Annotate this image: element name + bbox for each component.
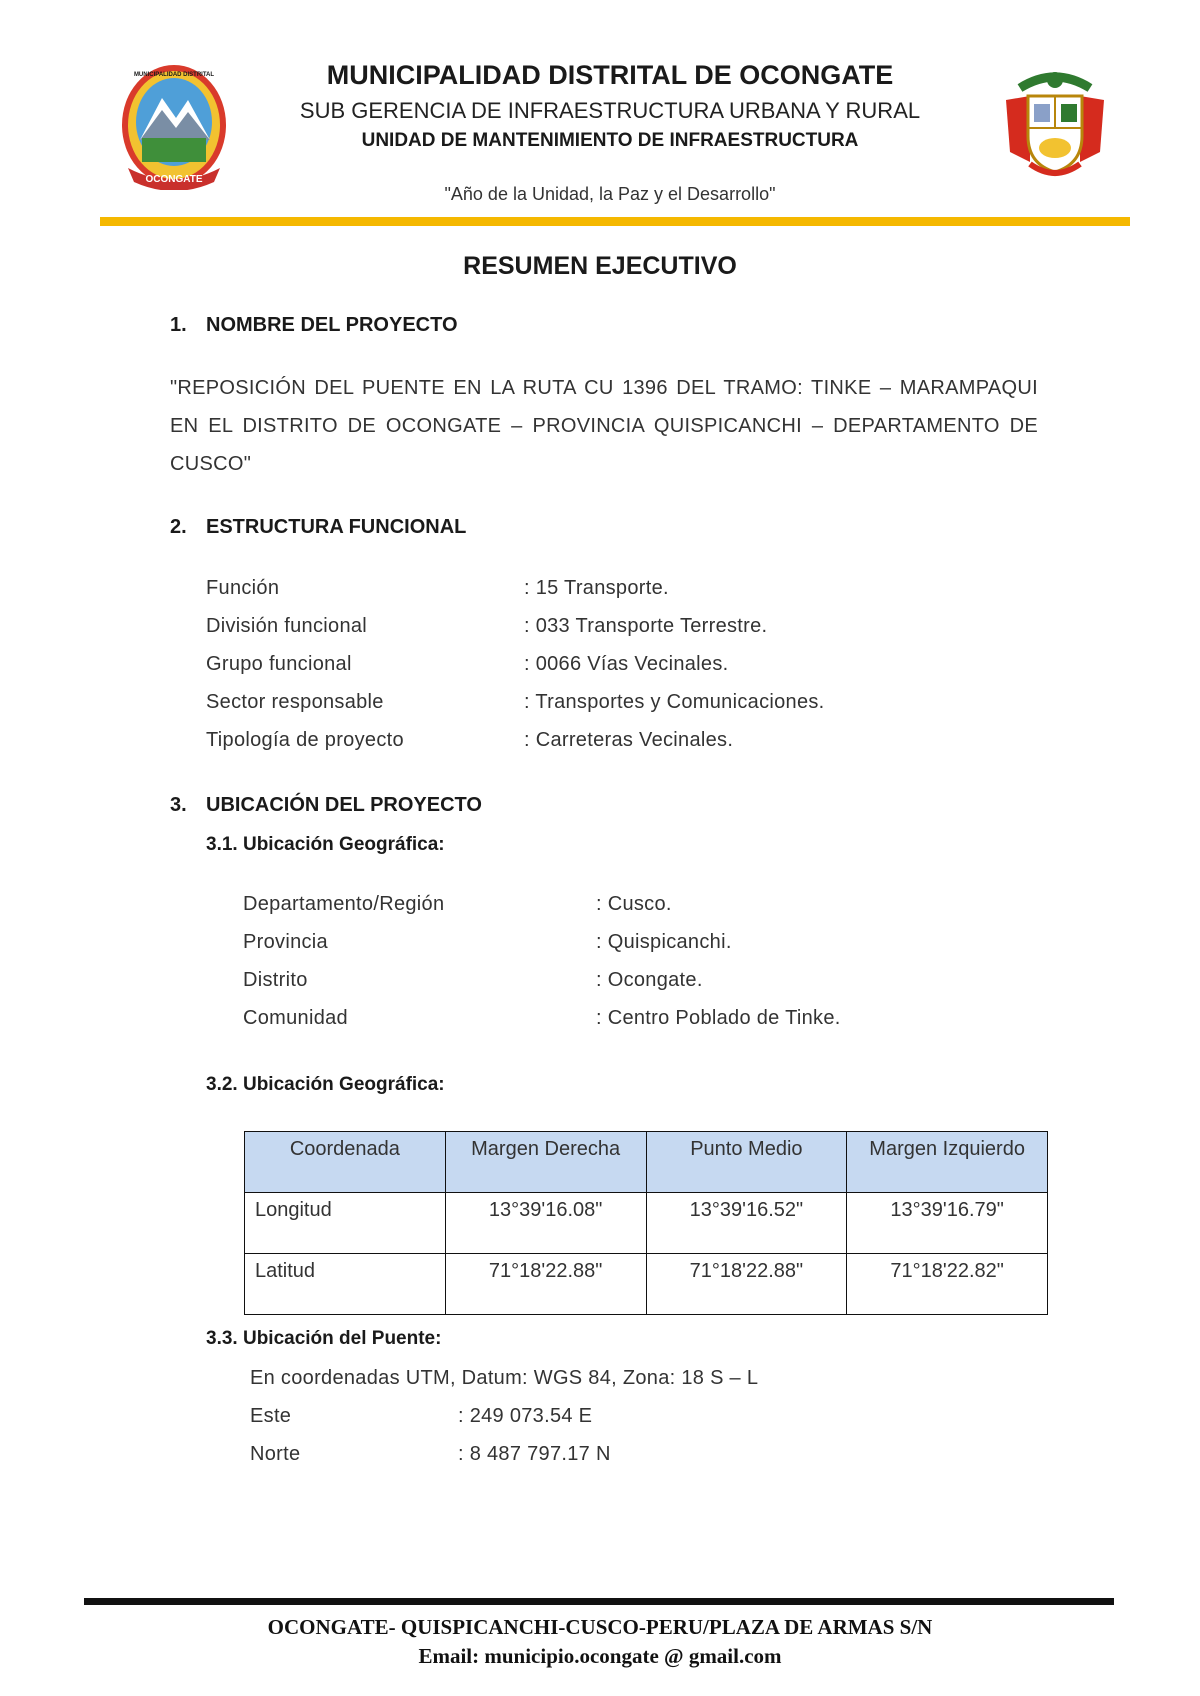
norte-value: : 8 487 797.17 N: [458, 1443, 611, 1465]
table-cell: 13°39'16.08": [445, 1193, 646, 1254]
table-header-cell: Margen Derecha: [445, 1132, 646, 1193]
provincia-value: : Quispicanchi.: [596, 931, 732, 953]
table-header-row: [245, 1132, 1048, 1193]
este-label: Este: [250, 1405, 292, 1427]
table-row: [245, 1193, 1048, 1254]
footer-email: Email: municipio.ocongate @ gmail.com: [418, 1644, 782, 1668]
table-cell: Longitud: [245, 1193, 446, 1254]
section-1-number: 1.: [170, 314, 187, 336]
comunidad-value: : Centro Poblado de Tinke.: [596, 1007, 841, 1029]
table-header-cell: Coordenada: [245, 1132, 446, 1193]
table-cell: 71°18'22.88": [646, 1254, 847, 1315]
footer-divider: [84, 1598, 1114, 1605]
utm-description: En coordenadas UTM, Datum: WGS 84, Zona: 18 S – L: [250, 1367, 759, 1389]
comunidad-label: Comunidad: [243, 1007, 348, 1029]
logo-bottom-text: OCONGATE: [145, 174, 203, 185]
distrito-label: Distrito: [243, 969, 308, 991]
table-header-cell: Margen Izquierdo: [847, 1132, 1048, 1193]
subsection-3-2-heading: 3.2. Ubicación Geográfica:: [206, 1074, 445, 1095]
footer-address: OCONGATE- QUISPICANCHI-CUSCO-PERU/PLAZA DE ARMAS S/N: [267, 1615, 933, 1639]
tipologia-value: : Carreteras Vecinales.: [524, 729, 734, 751]
peru-coat-of-arms: [1000, 66, 1110, 184]
table-cell: 13°39'16.79": [847, 1193, 1048, 1254]
logo-top-text: MUNICIPALIDAD DISTRITAL: [133, 72, 215, 78]
departamento-value: : Cusco.: [596, 893, 672, 915]
sector-value: : Transportes y Comunicaciones.: [524, 691, 825, 713]
este-value: : 249 073.54 E: [458, 1405, 593, 1427]
funcion-value: : 15 Transporte.: [524, 577, 669, 599]
coordinates-table: [244, 1131, 1048, 1315]
section-3-number: 3.: [170, 794, 187, 816]
subsection-3-3-heading: 3.3. Ubicación del Puente:: [206, 1328, 442, 1349]
distrito-value: : Ocongate.: [596, 969, 703, 991]
norte-label: Norte: [250, 1443, 301, 1465]
section-3-heading: UBICACIÓN DEL PROYECTO: [206, 794, 482, 816]
section-2-heading: ESTRUCTURA FUNCIONAL: [206, 516, 467, 538]
grupo-label: Grupo funcional: [206, 653, 352, 675]
provincia-label: Provincia: [243, 931, 328, 953]
table-row: [245, 1254, 1048, 1315]
municipal-logo: [118, 60, 230, 190]
table-cell: 71°18'22.82": [847, 1254, 1048, 1315]
table-header-cell: Punto Medio: [646, 1132, 847, 1193]
header-org: MUNICIPALIDAD DISTRITAL DE OCONGATE: [326, 60, 894, 90]
grupo-value: : 0066 Vías Vecinales.: [524, 653, 729, 675]
document-title: RESUMEN EJECUTIVO: [463, 252, 737, 280]
section-1-heading: NOMBRE DEL PROYECTO: [206, 314, 458, 336]
table-cell: 71°18'22.88": [445, 1254, 646, 1315]
division-value: : 033 Transporte Terrestre.: [524, 615, 768, 637]
division-label: División funcional: [206, 615, 368, 637]
subsection-3-1-heading: 3.1. Ubicación Geográfica:: [206, 834, 445, 855]
table-cell: Latitud: [245, 1254, 446, 1315]
table-cell: 13°39'16.52": [646, 1193, 847, 1254]
funcion-label: Función: [206, 577, 280, 599]
header-unit: UNIDAD DE MANTENIMIENTO DE INFRAESTRUCTURA: [361, 130, 859, 151]
header-motto: "Año de la Unidad, la Paz y el Desarrollo": [444, 184, 776, 204]
tipologia-label: Tipología de proyecto: [206, 729, 404, 751]
departamento-label: Departamento/Región: [243, 893, 445, 915]
header-subgerencia: SUB GERENCIA DE INFRAESTRUCTURA URBANA Y RURAL: [299, 98, 921, 123]
project-name: "REPOSICIÓN DEL PUENTE EN LA RUTA CU 1396 DEL TRAMO: TINKE – MARAMPAQUI EN EL DISTRITO DE OCONGATE – PROVINCIA QUISPICANCHI – DEPARTAMENTO DE CUSCO": [170, 377, 1038, 475]
sector-label: Sector responsable: [206, 691, 384, 713]
header-divider: [100, 217, 1130, 226]
section-2-number: 2.: [170, 516, 187, 538]
